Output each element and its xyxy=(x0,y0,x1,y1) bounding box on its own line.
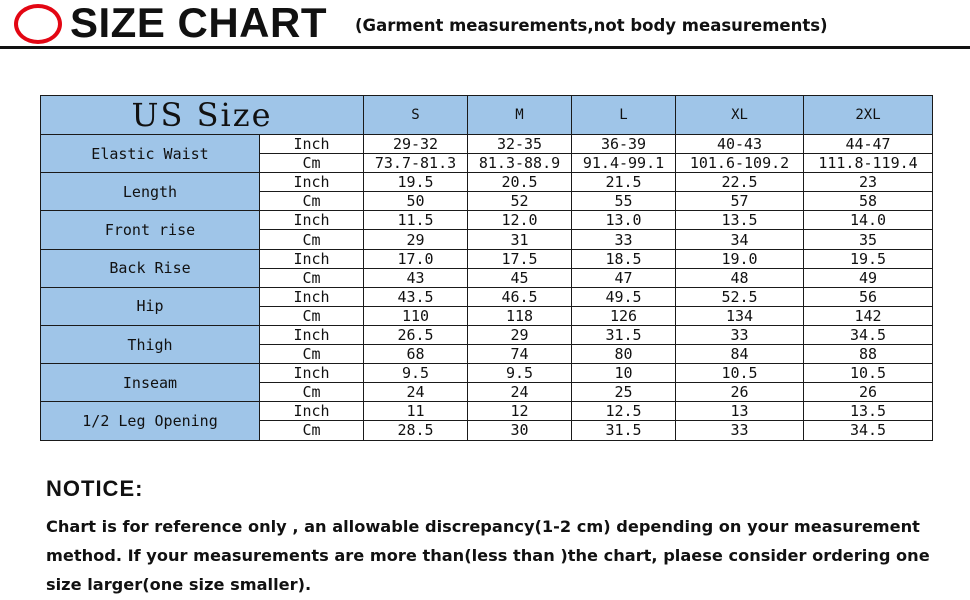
table-cell: 29-32 xyxy=(364,135,468,154)
page-subtitle: (Garment measurements,not body measurements) xyxy=(355,16,828,35)
table-row xyxy=(41,325,933,344)
table-cell: 28.5 xyxy=(364,421,468,440)
table-cell: 56 xyxy=(804,287,933,306)
unit-label: Inch xyxy=(260,211,364,230)
table-row xyxy=(41,173,933,192)
table-cell: 21.5 xyxy=(572,173,676,192)
unit-label: Inch xyxy=(260,325,364,344)
table-cell: 26 xyxy=(676,383,804,402)
size-header-row xyxy=(41,96,933,135)
table-cell: 31.5 xyxy=(572,325,676,344)
table-cell: 24 xyxy=(364,383,468,402)
table-cell: 31.5 xyxy=(572,421,676,440)
table-cell: 14.0 xyxy=(804,211,933,230)
header-divider xyxy=(0,46,970,49)
table-cell: 10.5 xyxy=(676,364,804,383)
unit-label: Inch xyxy=(260,173,364,192)
table-cell: 10.5 xyxy=(804,364,933,383)
table-cell: 110 xyxy=(364,306,468,325)
table-body xyxy=(41,135,933,441)
table-cell: 45 xyxy=(468,268,572,287)
table-cell: 134 xyxy=(676,306,804,325)
table-cell: 26 xyxy=(804,383,933,402)
unit-label: Inch xyxy=(260,135,364,154)
table-cell: 20.5 xyxy=(468,173,572,192)
unit-label: Cm xyxy=(260,421,364,440)
table-cell: 12.5 xyxy=(572,402,676,421)
table-cell: 13.0 xyxy=(572,211,676,230)
table-cell: 33 xyxy=(676,421,804,440)
table-row xyxy=(41,287,933,306)
table-cell: 126 xyxy=(572,306,676,325)
size-header: L xyxy=(572,96,676,135)
table-cell: 118 xyxy=(468,306,572,325)
table-cell: 49.5 xyxy=(572,287,676,306)
table-cell: 36-39 xyxy=(572,135,676,154)
unit-label: Inch xyxy=(260,364,364,383)
table-cell: 81.3-88.9 xyxy=(468,154,572,173)
table-row xyxy=(41,211,933,230)
table-cell: 111.8-119.4 xyxy=(804,154,933,173)
unit-label: Inch xyxy=(260,287,364,306)
measurement-label: 1/2 Leg Opening xyxy=(41,402,260,440)
table-cell: 52 xyxy=(468,192,572,211)
table-cell: 10 xyxy=(572,364,676,383)
table-cell: 24 xyxy=(468,383,572,402)
table-cell: 13.5 xyxy=(804,402,933,421)
table-cell: 49 xyxy=(804,268,933,287)
table-cell: 19.5 xyxy=(804,249,933,268)
table-cell: 33 xyxy=(572,230,676,249)
table-cell: 19.0 xyxy=(676,249,804,268)
table-cell: 32-35 xyxy=(468,135,572,154)
unit-label: Cm xyxy=(260,383,364,402)
table-cell: 34.5 xyxy=(804,325,933,344)
table-cell: 55 xyxy=(572,192,676,211)
table-cell: 48 xyxy=(676,268,804,287)
table-cell: 34 xyxy=(676,230,804,249)
table-cell: 18.5 xyxy=(572,249,676,268)
table-cell: 23 xyxy=(804,173,933,192)
measurement-label: Length xyxy=(41,173,260,211)
size-header: XL xyxy=(676,96,804,135)
table-cell: 44-47 xyxy=(804,135,933,154)
size-header: 2XL xyxy=(804,96,933,135)
table-cell: 25 xyxy=(572,383,676,402)
header xyxy=(0,0,970,48)
circle-icon xyxy=(14,4,62,44)
table-cell: 52.5 xyxy=(676,287,804,306)
table-cell: 84 xyxy=(676,345,804,364)
unit-label: Cm xyxy=(260,154,364,173)
table-cell: 12.0 xyxy=(468,211,572,230)
table-cell: 58 xyxy=(804,192,933,211)
measurement-label: Elastic Waist xyxy=(41,135,260,173)
table-cell: 29 xyxy=(364,230,468,249)
table-cell: 35 xyxy=(804,230,933,249)
table-row xyxy=(41,402,933,421)
table-cell: 22.5 xyxy=(676,173,804,192)
table-cell: 17.0 xyxy=(364,249,468,268)
table-cell: 50 xyxy=(364,192,468,211)
measurement-label: Back Rise xyxy=(41,249,260,287)
unit-label: Cm xyxy=(260,268,364,287)
size-table xyxy=(40,95,933,441)
notice-title: NOTICE: xyxy=(46,476,144,501)
table-cell: 29 xyxy=(468,325,572,344)
table-cell: 9.5 xyxy=(468,364,572,383)
size-header: M xyxy=(468,96,572,135)
table-cell: 91.4-99.1 xyxy=(572,154,676,173)
table-cell: 40-43 xyxy=(676,135,804,154)
table-cell: 80 xyxy=(572,345,676,364)
table-cell: 47 xyxy=(572,268,676,287)
measurement-label: Thigh xyxy=(41,325,260,363)
unit-label: Inch xyxy=(260,249,364,268)
table-cell: 19.5 xyxy=(364,173,468,192)
table-cell: 43 xyxy=(364,268,468,287)
corner-label: US Size xyxy=(41,96,364,135)
table-cell: 9.5 xyxy=(364,364,468,383)
table-cell: 13.5 xyxy=(676,211,804,230)
table-cell: 12 xyxy=(468,402,572,421)
table-cell: 31 xyxy=(468,230,572,249)
page-title: SIZE CHART xyxy=(70,0,327,46)
table-cell: 26.5 xyxy=(364,325,468,344)
table-cell: 101.6-109.2 xyxy=(676,154,804,173)
table-cell: 68 xyxy=(364,345,468,364)
unit-label: Cm xyxy=(260,192,364,211)
table-cell: 11.5 xyxy=(364,211,468,230)
table-cell: 34.5 xyxy=(804,421,933,440)
notice-text: Chart is for reference only , an allowable discrepancy(1-2 cm) depending on your measurement method. If your measurements are more than(less than )the chart, plaese consider ordering one size larger(one size smaller). xyxy=(46,517,930,594)
measurement-label: Front rise xyxy=(41,211,260,249)
unit-label: Inch xyxy=(260,402,364,421)
table-cell: 88 xyxy=(804,345,933,364)
measurement-label: Hip xyxy=(41,287,260,325)
table-cell: 17.5 xyxy=(468,249,572,268)
size-header: S xyxy=(364,96,468,135)
table-cell: 13 xyxy=(676,402,804,421)
table-row xyxy=(41,135,933,154)
table-row xyxy=(41,364,933,383)
table-cell: 142 xyxy=(804,306,933,325)
unit-label: Cm xyxy=(260,306,364,325)
table-cell: 11 xyxy=(364,402,468,421)
table-cell: 33 xyxy=(676,325,804,344)
unit-label: Cm xyxy=(260,230,364,249)
table-cell: 73.7-81.3 xyxy=(364,154,468,173)
table-cell: 43.5 xyxy=(364,287,468,306)
table-cell: 46.5 xyxy=(468,287,572,306)
measurement-label: Inseam xyxy=(41,364,260,402)
table-cell: 30 xyxy=(468,421,572,440)
table-cell: 57 xyxy=(676,192,804,211)
table-row xyxy=(41,249,933,268)
table-cell: 74 xyxy=(468,345,572,364)
unit-label: Cm xyxy=(260,345,364,364)
